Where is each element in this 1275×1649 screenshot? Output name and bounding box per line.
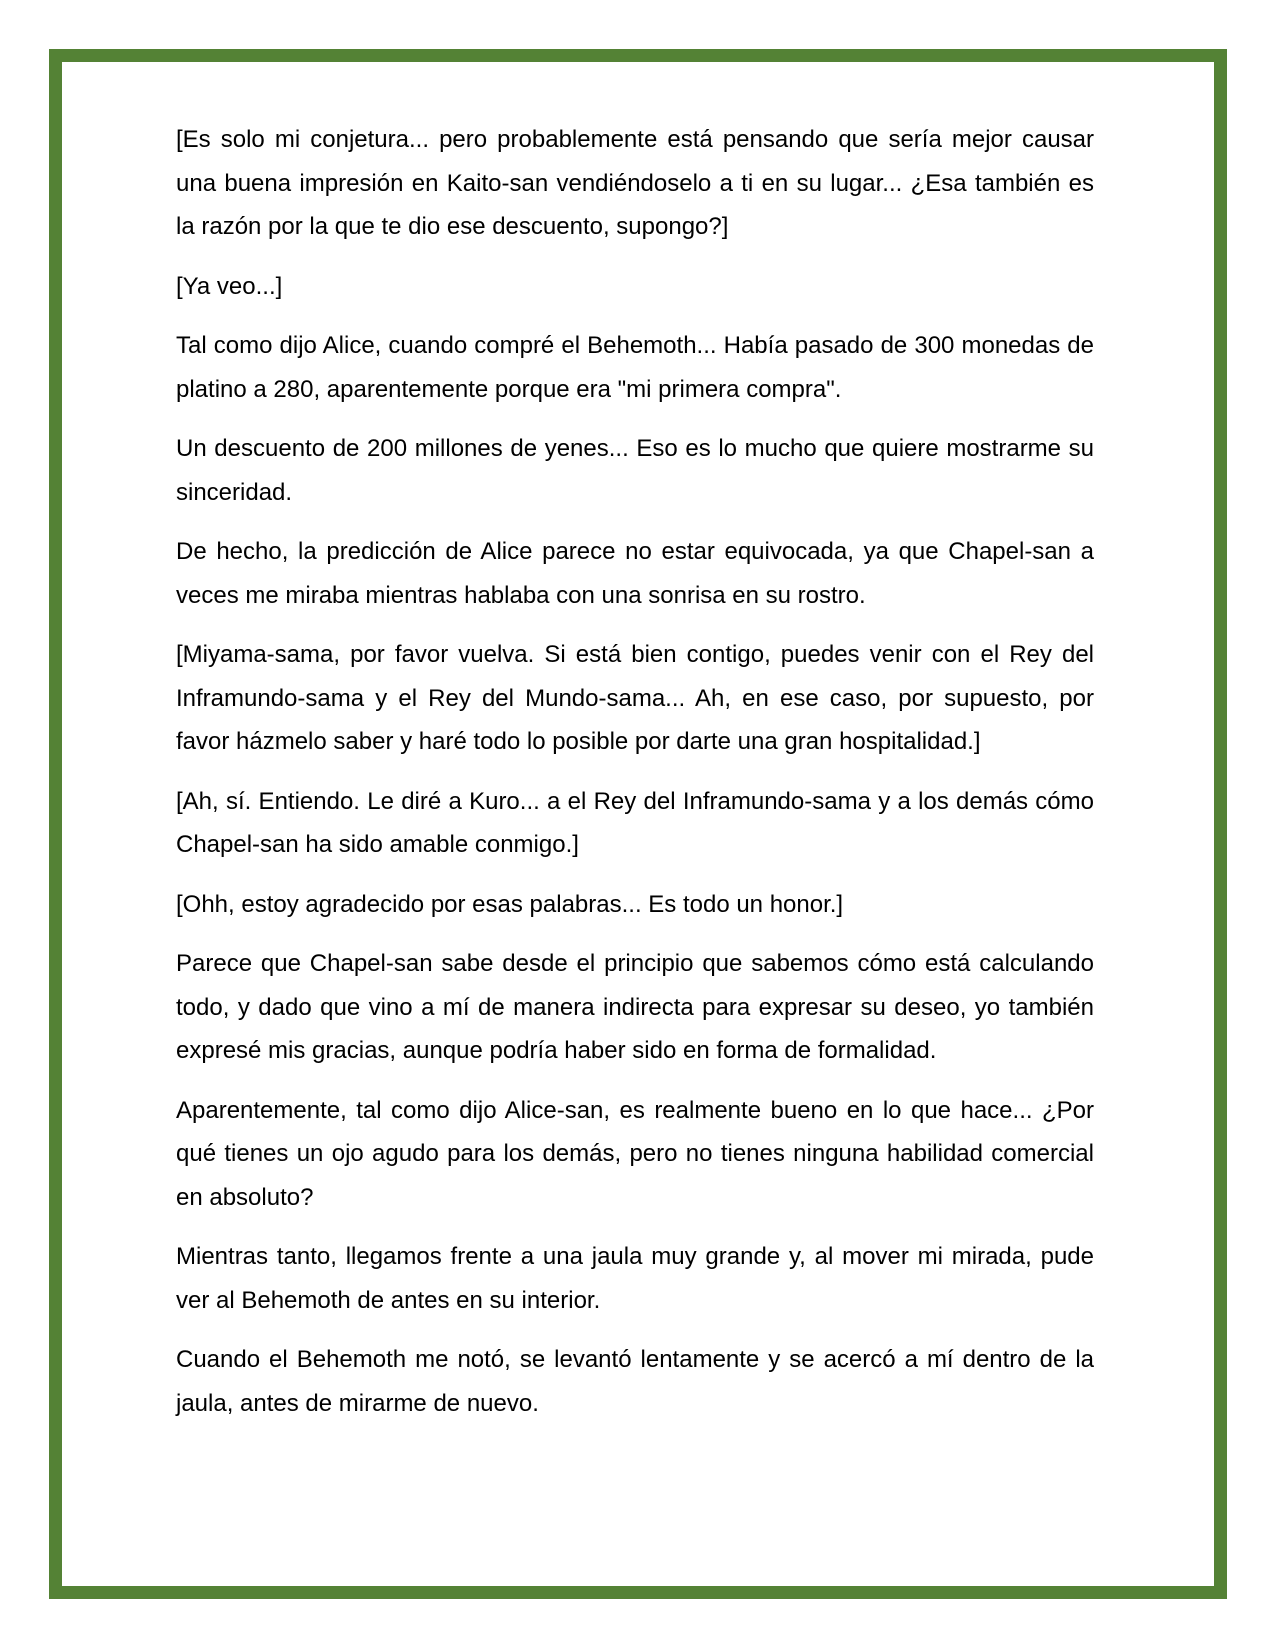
paragraph: Parece que Chapel-san sabe desde el principio que sabemos cómo está calculando todo, y dado que vino a mí de manera indirecta para expresar su deseo, yo también expresé mis gracias, aunque podría haber sido en forma de formalidad. — [176, 950, 1094, 1064]
document-body — [176, 118, 1094, 1441]
paragraph: Cuando el Behemoth me notó, se levantó lentamente y se acercó a mí dentro de la jaula, antes de mirarme de nuevo. — [176, 1346, 1094, 1417]
paragraph: [Ohh, estoy agradecido por esas palabras... Es todo un honor.] — [176, 890, 844, 918]
paragraph: Aparentemente, tal como dijo Alice-san, es realmente bueno en lo que hace... ¿Por qué tienes un ojo agudo para los demás, pero no tienes ninguna habilidad comercial en absoluto? — [176, 1096, 1094, 1211]
paragraph: [Miyama-sama, por favor vuelva. Si está bien contigo, puedes venir con el Rey del Inframundo-sama y el Rey del Mundo-sama... Ah, en ese caso, por supuesto, por favor házmelo saber y haré todo lo posible por darte una gran hospitalidad.] — [176, 641, 1094, 755]
paragraph: De hecho, la predicción de Alice parece no estar equivocada, ya que Chapel-san a veces me miraba mientras hablaba con una sonrisa en su rostro. — [176, 538, 1094, 609]
paragraph: [Ah, sí. Entiendo. Le diré a Kuro... a el Rey del Inframundo-sama y a los demás cómo Chapel-san ha sido amable conmigo.] — [176, 787, 1094, 858]
paragraph: Un descuento de 200 millones de yenes... Eso es lo mucho que quiere mostrarme su sinceridad. — [176, 435, 1094, 506]
paragraph: Mientras tanto, llegamos frente a una jaula muy grande y, al mover mi mirada, pude ver al Behemoth de antes en su interior. — [176, 1243, 1094, 1314]
paragraph: [Ya veo...] — [176, 272, 283, 300]
paragraph: Tal como dijo Alice, cuando compré el Behemoth... Había pasado de 300 monedas de platino a 280, aparentemente porque era "mi primera compra". — [176, 332, 1094, 403]
paragraph: [Es solo mi conjetura... pero probablemente está pensando que sería mejor causar una buena impresión en Kaito-san vendiéndoselo a ti en su lugar... ¿Esa también es la razón por la que te dio ese descuento, supongo?] — [176, 126, 1094, 240]
